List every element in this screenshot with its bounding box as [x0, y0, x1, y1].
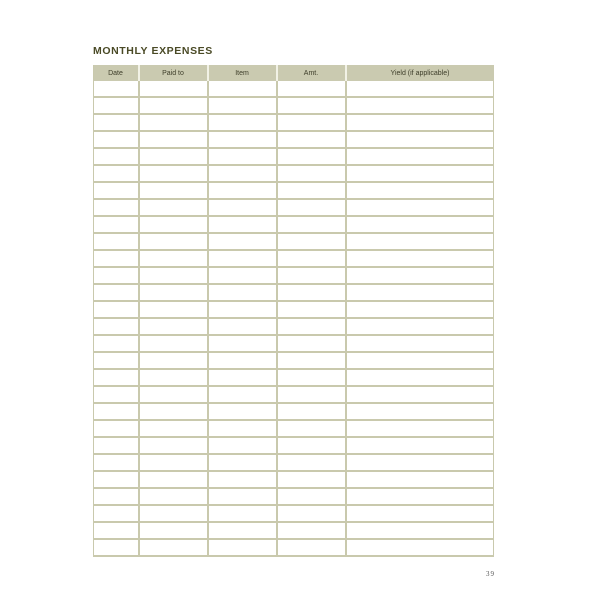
table-cell-paid-to: [139, 114, 208, 131]
table-cell-date: [94, 522, 139, 539]
table-cell-amount: [277, 165, 346, 182]
table-cell-paid-to: [139, 352, 208, 369]
table-cell-date: [94, 488, 139, 505]
table-cell-date: [94, 352, 139, 369]
table-cell-date: [94, 420, 139, 437]
table-cell-item: [208, 386, 277, 403]
table-body: [94, 81, 494, 556]
table-cell-yield: [346, 199, 494, 216]
table-cell-amount: [277, 437, 346, 454]
table-cell-date: [94, 437, 139, 454]
table-cell-amount: [277, 148, 346, 165]
table-cell-date: [94, 301, 139, 318]
table-row: [94, 437, 494, 454]
table-cell-yield: [346, 216, 494, 233]
table-cell-item: [208, 437, 277, 454]
table-cell-paid-to: [139, 437, 208, 454]
table-cell-yield: [346, 539, 494, 556]
table-cell-amount: [277, 539, 346, 556]
table-cell-paid-to: [139, 505, 208, 522]
table-cell-yield: [346, 352, 494, 369]
table-cell-date: [94, 165, 139, 182]
table-cell-paid-to: [139, 522, 208, 539]
table-row: [94, 284, 494, 301]
table-cell-paid-to: [139, 454, 208, 471]
table-cell-yield: [346, 131, 494, 148]
table-row: [94, 216, 494, 233]
table-cell-paid-to: [139, 301, 208, 318]
table-cell-item: [208, 403, 277, 420]
table-cell-yield: [346, 148, 494, 165]
table-cell-date: [94, 369, 139, 386]
table-cell-amount: [277, 114, 346, 131]
table-cell-item: [208, 369, 277, 386]
table-row: [94, 335, 494, 352]
table-row: [94, 471, 494, 488]
table-cell-item: [208, 267, 277, 284]
page-title: MONTHLY EXPENSES: [93, 45, 213, 57]
expenses-table: [93, 65, 494, 557]
table-row: [94, 199, 494, 216]
table-cell-paid-to: [139, 148, 208, 165]
table-cell-paid-to: [139, 284, 208, 301]
table-cell-item: [208, 216, 277, 233]
table-cell-item: [208, 301, 277, 318]
table-cell-paid-to: [139, 369, 208, 386]
table-cell-item: [208, 284, 277, 301]
table-cell-yield: [346, 165, 494, 182]
table-row: [94, 131, 494, 148]
table-cell-amount: [277, 233, 346, 250]
table-row: [94, 165, 494, 182]
table-cell-paid-to: [139, 165, 208, 182]
table-cell-amount: [277, 81, 346, 97]
table-cell-date: [94, 403, 139, 420]
table-cell-date: [94, 454, 139, 471]
column-header-yield: Yield (if applicable): [346, 65, 494, 81]
table-cell-amount: [277, 267, 346, 284]
table-cell-amount: [277, 335, 346, 352]
table-row: [94, 488, 494, 505]
table-cell-amount: [277, 182, 346, 199]
table-row: [94, 403, 494, 420]
table-cell-item: [208, 335, 277, 352]
table-cell-paid-to: [139, 199, 208, 216]
table-cell-amount: [277, 505, 346, 522]
table-cell-item: [208, 233, 277, 250]
table-cell-yield: [346, 505, 494, 522]
table-cell-paid-to: [139, 386, 208, 403]
table-cell-amount: [277, 284, 346, 301]
table-cell-paid-to: [139, 335, 208, 352]
table-cell-item: [208, 539, 277, 556]
table-cell-yield: [346, 301, 494, 318]
table-cell-date: [94, 97, 139, 114]
page-number: 39: [486, 570, 495, 578]
table-cell-date: [94, 335, 139, 352]
table-row: [94, 352, 494, 369]
table-cell-item: [208, 165, 277, 182]
table-cell-paid-to: [139, 81, 208, 97]
table-row: [94, 233, 494, 250]
table-cell-paid-to: [139, 318, 208, 335]
table-cell-item: [208, 352, 277, 369]
table-cell-date: [94, 81, 139, 97]
table-cell-amount: [277, 301, 346, 318]
table-cell-item: [208, 81, 277, 97]
table-cell-date: [94, 114, 139, 131]
table-cell-yield: [346, 488, 494, 505]
table-row: [94, 182, 494, 199]
table-cell-yield: [346, 267, 494, 284]
table-cell-item: [208, 148, 277, 165]
table-cell-paid-to: [139, 182, 208, 199]
table-cell-paid-to: [139, 539, 208, 556]
table-row: [94, 81, 494, 97]
table-cell-date: [94, 267, 139, 284]
table-cell-amount: [277, 97, 346, 114]
table-cell-amount: [277, 454, 346, 471]
column-header-amount: Amt.: [277, 65, 346, 81]
table-row: [94, 318, 494, 335]
table-cell-amount: [277, 522, 346, 539]
table-cell-paid-to: [139, 267, 208, 284]
table-row: [94, 148, 494, 165]
table-cell-amount: [277, 369, 346, 386]
table-cell-yield: [346, 522, 494, 539]
table-row: [94, 386, 494, 403]
table-cell-item: [208, 471, 277, 488]
table-cell-item: [208, 131, 277, 148]
table-cell-yield: [346, 335, 494, 352]
table-cell-paid-to: [139, 97, 208, 114]
table-cell-date: [94, 199, 139, 216]
table-cell-date: [94, 471, 139, 488]
column-header-item: Item: [208, 65, 277, 81]
table-cell-date: [94, 182, 139, 199]
table-cell-item: [208, 114, 277, 131]
table-cell-date: [94, 539, 139, 556]
table-cell-date: [94, 216, 139, 233]
table-cell-amount: [277, 352, 346, 369]
table-cell-item: [208, 199, 277, 216]
table-cell-yield: [346, 454, 494, 471]
table-cell-yield: [346, 97, 494, 114]
table-cell-amount: [277, 250, 346, 267]
table-cell-yield: [346, 386, 494, 403]
table-cell-date: [94, 131, 139, 148]
table-cell-date: [94, 505, 139, 522]
table-row: [94, 369, 494, 386]
table-cell-date: [94, 148, 139, 165]
table-cell-yield: [346, 182, 494, 199]
table-cell-paid-to: [139, 233, 208, 250]
table-row: [94, 250, 494, 267]
table-cell-amount: [277, 420, 346, 437]
table-row: [94, 539, 494, 556]
table-cell-amount: [277, 471, 346, 488]
table-cell-paid-to: [139, 420, 208, 437]
table-cell-date: [94, 386, 139, 403]
table-header-row: [94, 65, 494, 81]
table-cell-item: [208, 505, 277, 522]
table-cell-yield: [346, 403, 494, 420]
table-row: [94, 454, 494, 471]
table-row: [94, 505, 494, 522]
table-cell-paid-to: [139, 488, 208, 505]
table-cell-item: [208, 250, 277, 267]
table-cell-amount: [277, 488, 346, 505]
table-cell-yield: [346, 81, 494, 97]
table-row: [94, 267, 494, 284]
table-cell-yield: [346, 233, 494, 250]
column-header-paid-to: Paid to: [139, 65, 208, 81]
table-cell-yield: [346, 284, 494, 301]
table-cell-yield: [346, 437, 494, 454]
table-cell-paid-to: [139, 131, 208, 148]
table-cell-yield: [346, 420, 494, 437]
table-cell-yield: [346, 369, 494, 386]
table-cell-amount: [277, 216, 346, 233]
table-row: [94, 114, 494, 131]
table-cell-item: [208, 318, 277, 335]
table-row: [94, 97, 494, 114]
table-cell-yield: [346, 250, 494, 267]
table-cell-yield: [346, 114, 494, 131]
table-cell-date: [94, 318, 139, 335]
table-row: [94, 420, 494, 437]
table-row: [94, 522, 494, 539]
table-cell-paid-to: [139, 216, 208, 233]
table-cell-amount: [277, 199, 346, 216]
table-cell-paid-to: [139, 471, 208, 488]
table-cell-amount: [277, 131, 346, 148]
column-header-date: Date: [94, 65, 139, 81]
table-cell-amount: [277, 318, 346, 335]
table-cell-amount: [277, 386, 346, 403]
table-cell-date: [94, 233, 139, 250]
table-cell-paid-to: [139, 403, 208, 420]
table-cell-paid-to: [139, 250, 208, 267]
table-cell-item: [208, 420, 277, 437]
table-cell-date: [94, 284, 139, 301]
table-cell-amount: [277, 403, 346, 420]
table-cell-item: [208, 454, 277, 471]
table-cell-yield: [346, 471, 494, 488]
table-cell-item: [208, 182, 277, 199]
table-cell-yield: [346, 318, 494, 335]
table-cell-item: [208, 488, 277, 505]
table-cell-item: [208, 522, 277, 539]
table-cell-item: [208, 97, 277, 114]
table-row: [94, 301, 494, 318]
table-cell-date: [94, 250, 139, 267]
